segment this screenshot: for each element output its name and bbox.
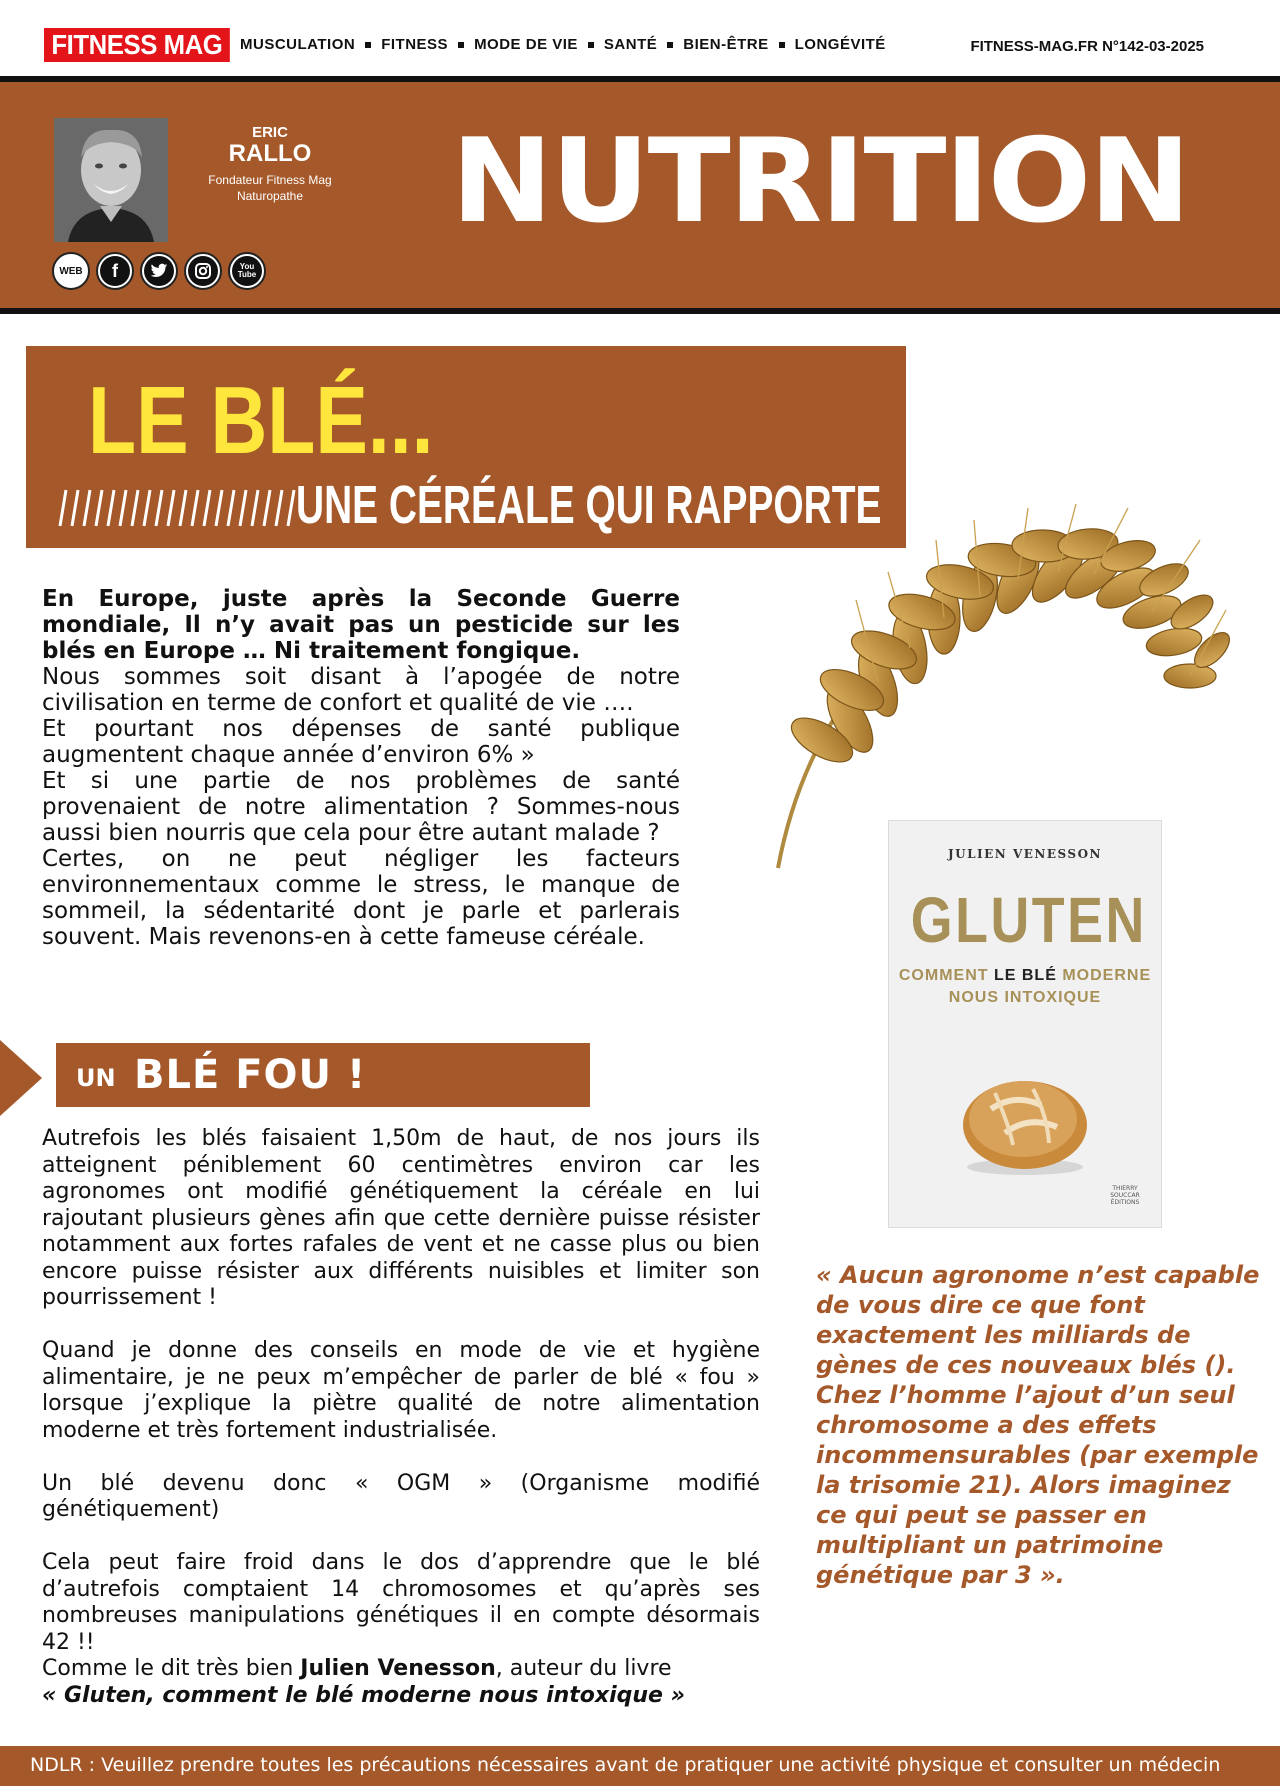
closing-author: Julien Venesson — [300, 1656, 496, 1681]
youtube-icon[interactable]: You Tube — [228, 252, 266, 290]
hatch-decoration — [56, 488, 300, 528]
section-title: NUTRITION — [450, 114, 1190, 249]
arrow-marker — [0, 1040, 42, 1116]
book-title: GLUTEN — [910, 884, 1147, 956]
nav-separator — [365, 42, 371, 48]
nav-item-sante[interactable]: SANTÉ — [603, 36, 658, 53]
issue-number: FITNESS-MAG.FR N°142-03-2025 — [970, 38, 1204, 55]
divider — [0, 308, 1280, 314]
intro-lead: En Europe, juste après la Seconde Guerre mondiale, Il n’y avait pas un pesticide sur les blés en Europe … Ni traitement fongique. — [42, 586, 680, 664]
closing-line — [42, 1656, 760, 1683]
body-paragraph: Autrefois les blés faisaient 1,50m de haut, de nos jours ils atteignent péniblement 60 centimètres environ car les agronomes ont modifié génétiquement la céréale en lui rajoutant plusieurs gènes afin que cette dernière puisse résister notamment aux fortes rafales de vent et ne casse plus ou bien encore puisse résister aux différents nuisibles et limiter son pourrissement ! — [42, 1126, 760, 1310]
author-role: Naturopathe — [236, 189, 304, 203]
nav-item-longevite[interactable]: LONGÉVITÉ — [794, 36, 886, 53]
social-links — [52, 252, 266, 290]
article-body — [42, 1126, 760, 1709]
subheading: BLÉ FOU ! — [134, 1052, 367, 1098]
nav-item-musculation[interactable]: MUSCULATION — [240, 36, 356, 53]
nav-separator — [779, 42, 785, 48]
web-icon[interactable]: WEB — [52, 252, 90, 290]
site-logo[interactable]: FITNESS MAG — [44, 28, 230, 62]
nav-separator — [458, 42, 464, 48]
bread-image — [955, 1049, 1095, 1177]
body-paragraph: Quand je donne des conseils en mode de vie et hygiène alimentaire, je ne peux m’empêcher de parler de blé « fou » lorsque j’explique la piètre qualité de notre alimentation moderne et très fortement industrialisée. — [42, 1338, 760, 1443]
book-publisher: THIERRY SOUCCAR ÉDITIONS — [1110, 1185, 1140, 1206]
nav-separator — [667, 42, 673, 48]
subheading-prefix: UN — [76, 1064, 116, 1092]
article-title: LE BLÉ... — [88, 367, 434, 474]
nav-item-bien-etre[interactable]: BIEN-ÊTRE — [683, 36, 769, 53]
body-paragraph: Un blé devenu donc « OGM » (Organisme modifié génétiquement) — [42, 1470, 760, 1522]
nav-separator — [588, 42, 594, 48]
intro-paragraph: Nous sommes soit disant à l’apogée de notre civilisation en terme de confort et qualité de vie …. — [42, 664, 680, 716]
intro-paragraph: Et si une partie de nos problèmes de santé provenaient de notre alimentation ? Sommes-nous aussi bien nourris que cela pour être autant malade ? — [42, 768, 680, 846]
footer-disclaimer: NDLR : Veuillez prendre toutes les précautions nécessaires avant de pratiquer une activité physique et consulter un médecin — [30, 1754, 1221, 1776]
footer-disclaimer-bar — [0, 1746, 1280, 1786]
author-portrait — [54, 118, 168, 242]
article-subtitle: UNE CÉRÉALE QUI RAPPORTE — [296, 475, 882, 535]
facebook-icon[interactable]: f — [96, 252, 134, 290]
pull-quote: « Aucun agronome n’est capable de vous dire ce que font exactement les milliards de gènes de ces nouveaux blés (). Chez l’homme l’ajout d’un seul chromosome a des effets incommensurables (par exemple la trisomie 21). Alors imaginez ce qui peut se passer en multipliant un patrimoine génétique par 3 ». — [816, 1261, 1260, 1589]
closing-book-reference: « Gluten, comment le blé moderne nous intoxique » — [42, 1682, 685, 1708]
nav-item-mode-de-vie[interactable]: MODE DE VIE — [474, 36, 578, 53]
top-navigation — [240, 36, 886, 54]
masthead — [0, 0, 1280, 76]
instagram-icon[interactable] — [184, 252, 222, 290]
book-cover — [888, 820, 1162, 1228]
closing-prefix: Comme le dit très bien — [42, 1656, 294, 1681]
twitter-icon[interactable] — [140, 252, 178, 290]
book-subtitle-line2: NOUS INTOXIQUE — [948, 989, 1102, 1006]
book-author: JULIEN VENESSON — [947, 847, 1103, 861]
author-last-name: RALLO — [228, 140, 312, 167]
author-role: Fondateur Fitness Mag — [208, 173, 332, 187]
author-first-name: ERIC — [252, 124, 288, 141]
intro-paragraph: Et pourtant nos dépenses de santé publique augmentent chaque année d’environ 6% » — [42, 716, 680, 768]
closing-suffix: , auteur du livre — [495, 1656, 672, 1681]
article-intro — [42, 586, 680, 950]
subheading-block — [56, 1043, 590, 1107]
intro-paragraph: Certes, on ne peut négliger les facteurs environnementaux comme le stress, le manque de sommeil, la sédentarité dont je parle et parlerais souvent. Mais revenons-en à cette fameuse céréale. — [42, 846, 680, 950]
book-subtitle: COMMENT LE BLÉ MODERNE — [898, 967, 1152, 984]
nav-item-fitness[interactable]: FITNESS — [381, 36, 449, 53]
body-paragraph: Cela peut faire froid dans le dos d’apprendre que le blé d’autrefois comptaient 14 chromosomes et qu’après ses nombreuses manipulations génétiques il en compte désormais 42 !! — [42, 1550, 760, 1655]
